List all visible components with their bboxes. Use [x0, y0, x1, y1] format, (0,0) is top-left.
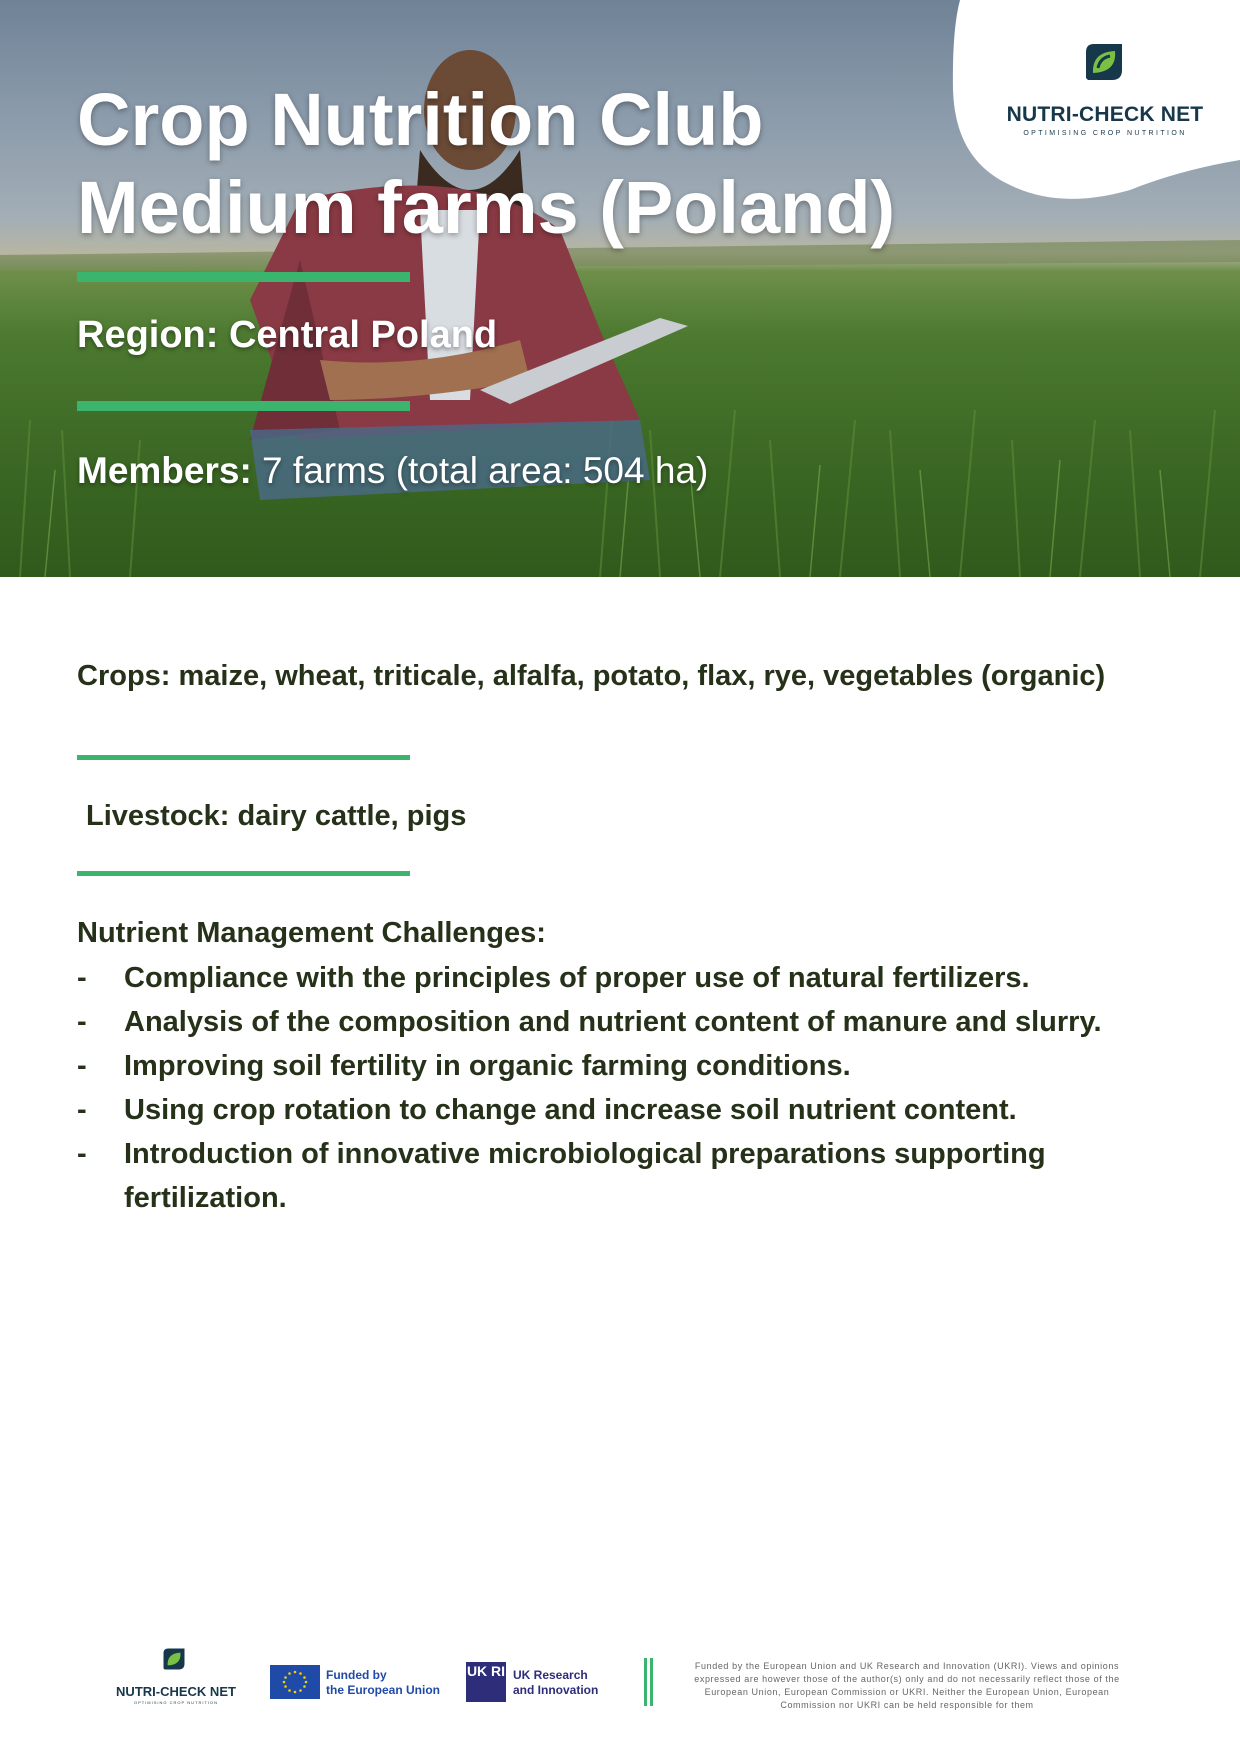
ukri-logo-icon: UK RI [466, 1662, 506, 1702]
challenge-text: Using crop rotation to change and increase soil nutrient content. [124, 1094, 1017, 1126]
members-value: 7 farms (total area: 504 ha) [251, 450, 709, 491]
members-label: Members: [77, 450, 252, 491]
members-info [77, 450, 708, 492]
ukri-text-line-2: and Innovation [513, 1683, 599, 1697]
ukri-text [513, 1668, 598, 1698]
logo-name: NUTRI-CHECK NET [1006, 103, 1204, 126]
footer-logo-name: NUTRI-CHECK NET [116, 1684, 236, 1699]
footer-funding [0, 1640, 1240, 1720]
bullet-dash: - [77, 1138, 87, 1170]
challenges-heading: Nutrient Management Challenges: [77, 917, 546, 949]
title-line-2: Medium farms (Poland) [77, 166, 896, 249]
divider-bar [77, 272, 410, 282]
livestock-text: Livestock: dairy cattle, pigs [86, 800, 467, 832]
divider-bar [77, 755, 410, 760]
challenge-text: Compliance with the principles of proper use of natural fertilizers. [124, 962, 1030, 994]
challenge-text: Introduction of innovative microbiological preparations supporting fertilization. [124, 1138, 1046, 1214]
bullet-dash: - [77, 962, 87, 994]
logo-tagline: OPTIMISING CROP NUTRITION [1023, 130, 1187, 137]
page-title [77, 76, 895, 252]
list-item [77, 1132, 1117, 1220]
footer-separator [644, 1658, 647, 1706]
bullet-dash: - [77, 1006, 87, 1038]
crops-text: Crops: maize, wheat, triticale, alfalfa, potato, flax, rye, vegetables (organic) [77, 660, 1106, 692]
hero-banner [0, 0, 1240, 577]
nutri-check-leaf-icon [160, 1645, 188, 1673]
title-line-1: Crop Nutrition Club [77, 78, 764, 161]
ukri-text-line-1: UK Research [513, 1668, 588, 1682]
challenges-list [77, 956, 1117, 1220]
challenge-text: Analysis of the composition and nutrient content of manure and slurry. [124, 1006, 1102, 1038]
region-label: Region: Central Poland [77, 314, 498, 356]
list-item [77, 956, 1117, 1000]
list-item [77, 1088, 1117, 1132]
list-item [77, 1044, 1117, 1088]
divider-bar [77, 401, 410, 411]
challenge-text: Improving soil fertility in organic farming conditions. [124, 1050, 851, 1082]
eu-flag-icon [270, 1665, 320, 1699]
eu-funding-text [326, 1668, 440, 1698]
eu-text-line-1: Funded by [326, 1668, 387, 1682]
footer-separator [650, 1658, 653, 1706]
divider-bar [77, 871, 410, 876]
footer-logo-tagline: OPTIMISING CROP NUTRITION [133, 1700, 219, 1705]
bullet-dash: - [77, 1094, 87, 1126]
bullet-dash: - [77, 1050, 87, 1082]
nutri-check-leaf-icon [1080, 38, 1128, 86]
list-item [77, 1000, 1117, 1044]
funding-disclaimer: Funded by the European Union and UK Research and Innovation (UKRI). Views and opinions expressed are however those of the author(s) only and do not necessarily reflect those of the European Union, European Commission or UKRI. Neither the European Union, European Commission nor UKRI can be held responsible for them [694, 1661, 1120, 1710]
eu-text-line-2: the European Union [326, 1683, 440, 1697]
